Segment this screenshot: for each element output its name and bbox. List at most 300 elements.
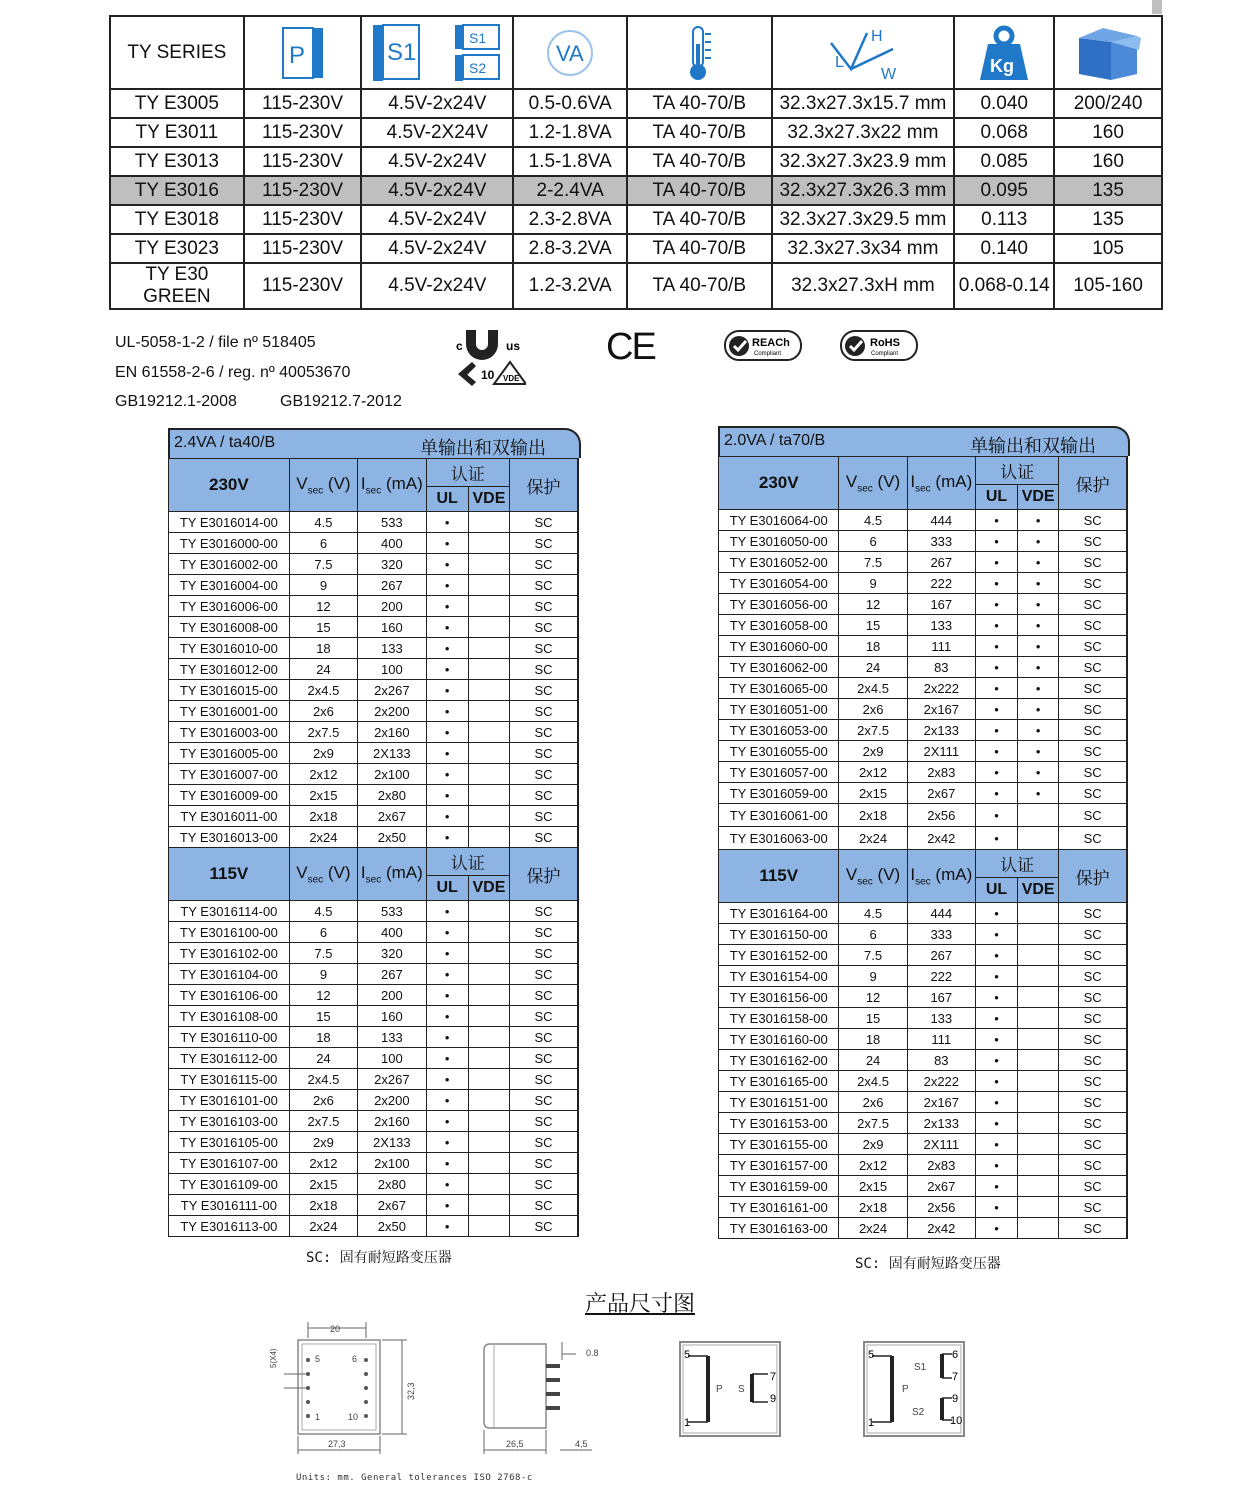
table-cell: 2x67	[907, 1176, 975, 1197]
table-row	[719, 945, 1128, 966]
table-cell: 320	[358, 943, 426, 964]
table-cell: •	[975, 720, 1017, 741]
table-cell: 2x7.5	[289, 722, 357, 743]
table-cell: •	[426, 638, 468, 659]
ul-header: UL	[975, 485, 1017, 510]
series-cell: 115-230V	[244, 147, 362, 176]
series-cell: 0.085	[954, 147, 1054, 176]
table-row	[169, 596, 579, 617]
table-cell	[468, 701, 509, 722]
table-cell	[468, 1027, 509, 1048]
table-cell: •	[975, 804, 1017, 827]
series-cell: 135	[1054, 176, 1162, 205]
table-row	[169, 1195, 579, 1216]
table-cell: TY E3016001-00	[169, 701, 290, 722]
table-cell: TY E3016000-00	[169, 533, 290, 554]
table-cell: 18	[289, 638, 357, 659]
table-cell: 533	[358, 512, 426, 533]
table-cell: •	[426, 806, 468, 827]
table-cell: 2x42	[907, 827, 975, 850]
table-cell: TY E3016159-00	[719, 1176, 839, 1197]
table-cell: TY E3016156-00	[719, 987, 839, 1008]
table-cell: TY E3016115-00	[169, 1069, 290, 1090]
table-row	[719, 1092, 1128, 1113]
sch2-pin6: 6	[952, 1349, 959, 1361]
table-cell	[1018, 1134, 1059, 1155]
table-cell: SC	[1059, 678, 1127, 699]
table-row	[719, 615, 1128, 636]
table-cell	[468, 1216, 509, 1237]
table-cell: SC	[1059, 573, 1127, 594]
table-cell: TY E3016165-00	[719, 1071, 839, 1092]
series-cell: 4.5V-2X24V	[361, 118, 513, 147]
series-cell: 160	[1054, 147, 1162, 176]
table-cell: •	[426, 1111, 468, 1132]
table-cell: 2x24	[289, 1216, 357, 1237]
table-cell: SC	[510, 512, 578, 533]
table-row	[169, 743, 579, 764]
table-cell: •	[975, 966, 1017, 987]
rohs-sub-text: Compliant	[871, 351, 899, 357]
rohs-text: RoHS	[870, 337, 900, 349]
series-cell: 0.040	[954, 89, 1054, 118]
table-cell: 9	[289, 575, 357, 596]
voltage-header: 230V	[719, 457, 839, 510]
table-cell: SC	[510, 554, 578, 575]
table-cell	[1018, 1176, 1059, 1197]
table-cell: TY E3016010-00	[169, 638, 290, 659]
table-cell: 12	[839, 594, 907, 615]
box-icon	[1054, 16, 1162, 89]
table-cell: •	[975, 1155, 1017, 1176]
table-cell: •	[426, 617, 468, 638]
table-cell: 2x9	[289, 1132, 357, 1153]
series-cell: TY E3011	[110, 118, 244, 147]
table-cell: 2X133	[358, 743, 426, 764]
table-cell: TY E3016155-00	[719, 1134, 839, 1155]
series-cell: 32.3x27.3xH mm	[772, 263, 955, 309]
table-cell: SC	[510, 985, 578, 1006]
vsec-header: $V_{sec}$ (V)	[839, 850, 907, 903]
table-cell: SC	[1059, 510, 1127, 531]
protection-header: 保护	[1059, 850, 1127, 903]
left-sc-note: SC: 固有耐短路变压器	[306, 1250, 452, 1266]
table-cell: 6	[289, 533, 357, 554]
table-cell	[1018, 1218, 1059, 1239]
table-cell: TY E3016105-00	[169, 1132, 290, 1153]
table-cell: 6	[839, 531, 907, 552]
table-cell	[468, 1069, 509, 1090]
dim-l-label: L	[834, 53, 844, 71]
table-cell: •	[1018, 678, 1059, 699]
table-cell	[468, 617, 509, 638]
table-cell: 2x7.5	[839, 1113, 907, 1134]
vde-header: VDE	[1018, 485, 1059, 510]
table-cell: 222	[907, 966, 975, 987]
table-row	[719, 678, 1128, 699]
table-row	[169, 617, 579, 638]
table-cell: 7.5	[289, 554, 357, 575]
ce-mark: CE	[606, 326, 655, 368]
table-cell: TY E3016151-00	[719, 1092, 839, 1113]
table-cell	[468, 1048, 509, 1069]
table-cell: TY E3016013-00	[169, 827, 290, 848]
table-cell: TY E3016056-00	[719, 594, 839, 615]
table-cell: •	[975, 1092, 1017, 1113]
table-cell: TY E3016161-00	[719, 1197, 839, 1218]
table-cell	[468, 638, 509, 659]
series-row	[110, 147, 1162, 176]
cert-header: 认证	[975, 850, 1058, 878]
table-cell: 267	[358, 575, 426, 596]
table-cell: TY E3016107-00	[169, 1153, 290, 1174]
sch1-pin1: 1	[684, 1417, 691, 1429]
table-cell: 2x167	[907, 1092, 975, 1113]
cert-header: 认证	[426, 848, 510, 876]
table-cell	[468, 596, 509, 617]
table-cell: TY E3016154-00	[719, 966, 839, 987]
table-cell: 15	[839, 1008, 907, 1029]
series-cell: TA 40-70/B	[627, 89, 772, 118]
table-row	[169, 1069, 579, 1090]
table-cell: 444	[907, 903, 975, 924]
table-cell: 160	[358, 617, 426, 638]
table-cell: •	[426, 1069, 468, 1090]
table-cell: 2x4.5	[289, 680, 357, 701]
table-cell: TY E3016012-00	[169, 659, 290, 680]
table-cell: TY E3016009-00	[169, 785, 290, 806]
table-cell	[1018, 1050, 1059, 1071]
table-cell: SC	[510, 743, 578, 764]
table-cell: 18	[839, 636, 907, 657]
table-row	[169, 1006, 579, 1027]
side-view-drawing	[480, 1330, 610, 1460]
table-cell: SC	[510, 1216, 578, 1237]
table-cell	[1018, 804, 1059, 827]
table-cell: SC	[1059, 699, 1127, 720]
series-cell: TA 40-70/B	[627, 118, 772, 147]
series-cell: 2.3-2.8VA	[513, 205, 627, 234]
sch1-S: S	[738, 1384, 745, 1395]
isec-header: $I_{sec}$ (mA)	[907, 457, 975, 510]
table-row	[169, 680, 579, 701]
table-cell: SC	[510, 827, 578, 848]
table-cell: •	[975, 510, 1017, 531]
table-cell	[468, 1195, 509, 1216]
series-cell: TY E3018	[110, 205, 244, 234]
table-cell: •	[975, 741, 1017, 762]
weight-kg-icon	[954, 16, 1054, 89]
table-cell: SC	[510, 638, 578, 659]
series-cell: 4.5V-2x24V	[361, 205, 513, 234]
series-row	[110, 176, 1162, 205]
table-cell: 12	[289, 596, 357, 617]
table-cell: 18	[289, 1027, 357, 1048]
va-icon	[513, 16, 627, 89]
table-cell: TY E3016007-00	[169, 764, 290, 785]
table-cell: •	[975, 699, 1017, 720]
table-row	[169, 659, 579, 680]
table-cell: 2x133	[907, 1113, 975, 1134]
table-cell: SC	[1059, 720, 1127, 741]
table-cell: •	[1018, 510, 1059, 531]
table-cell: SC	[1059, 1071, 1127, 1092]
table-cell: SC	[510, 1006, 578, 1027]
table-cell: 18	[839, 1029, 907, 1050]
table-row	[169, 638, 579, 659]
table-cell: 2x6	[289, 701, 357, 722]
table-cell: SC	[1059, 1134, 1127, 1155]
secondary-s2-small-label: S2	[469, 59, 487, 76]
table-row	[719, 924, 1128, 945]
series-cell: TA 40-70/B	[627, 147, 772, 176]
table-row	[169, 1048, 579, 1069]
table-cell: SC	[510, 1132, 578, 1153]
table-cell: 12	[839, 987, 907, 1008]
table-cell: 2x12	[839, 762, 907, 783]
series-row	[110, 205, 1162, 234]
table-cell: •	[426, 680, 468, 701]
table-cell: TY E3016059-00	[719, 783, 839, 804]
table-cell: 24	[289, 1048, 357, 1069]
series-cell: 1.2-1.8VA	[513, 118, 627, 147]
table-row	[169, 943, 579, 964]
table-cell: 400	[358, 922, 426, 943]
reach-sub-text: Compliant	[754, 351, 782, 357]
table-cell	[468, 964, 509, 985]
sch1-pin7: 7	[770, 1371, 777, 1383]
table-cell	[468, 1132, 509, 1153]
table-header-row	[719, 457, 1128, 485]
table-cell: SC	[510, 1195, 578, 1216]
table-cell: 2x267	[358, 680, 426, 701]
ul-header: UL	[975, 878, 1017, 903]
table-cell: •	[426, 785, 468, 806]
table-cell: 7.5	[289, 943, 357, 964]
table-cell: TY E3016051-00	[719, 699, 839, 720]
table-cell: TY E3016162-00	[719, 1050, 839, 1071]
table-cell: 2x83	[907, 762, 975, 783]
table-cell: TY E3016150-00	[719, 924, 839, 945]
table-cell: 111	[907, 1029, 975, 1050]
table-cell	[1018, 945, 1059, 966]
table-cell: TY E3016065-00	[719, 678, 839, 699]
table-cell: 133	[358, 1027, 426, 1048]
table-cell: •	[975, 678, 1017, 699]
table-cell: TY E3016110-00	[169, 1027, 290, 1048]
table-cell: 4.5	[839, 903, 907, 924]
dim-h-label: H	[870, 27, 883, 45]
right-table-title: 2.0VA / ta70/B	[724, 432, 826, 449]
table-cell: SC	[1059, 1050, 1127, 1071]
series-row	[110, 263, 1162, 309]
table-row	[719, 1134, 1128, 1155]
table-cell: 2x4.5	[289, 1069, 357, 1090]
table-cell: •	[975, 762, 1017, 783]
table-cell: 2x15	[289, 1174, 357, 1195]
table-row	[719, 762, 1128, 783]
table-cell	[468, 1111, 509, 1132]
table-cell	[1018, 1113, 1059, 1134]
table-cell	[468, 806, 509, 827]
table-cell: 2X111	[907, 1134, 975, 1155]
table-row	[169, 764, 579, 785]
cert-en-line: EN 61558-2-6 / reg. nº 40053670	[115, 364, 351, 381]
svg-text:VDE: VDE	[503, 374, 520, 383]
vsec-header: $V_{sec}$ (V)	[289, 459, 357, 512]
table-cell: 2x100	[358, 1153, 426, 1174]
table-cell: SC	[510, 1174, 578, 1195]
table-cell: TY E3016053-00	[719, 720, 839, 741]
table-row	[719, 1008, 1128, 1029]
left-table-title-bar	[168, 428, 581, 458]
dim-pin10: 10	[348, 1412, 359, 1422]
table-cell: •	[426, 1195, 468, 1216]
table-cell: 200	[358, 596, 426, 617]
series-cell: 1.2-3.2VA	[513, 263, 627, 309]
table-row	[169, 964, 579, 985]
table-cell: 133	[358, 638, 426, 659]
vsec-header: $V_{sec}$ (V)	[289, 848, 357, 901]
table-cell: 7.5	[839, 552, 907, 573]
table-cell: •	[426, 901, 468, 922]
table-cell: •	[1018, 762, 1059, 783]
table-cell: TY E3016114-00	[169, 901, 290, 922]
table-cell: SC	[1059, 1092, 1127, 1113]
dim-top-pitch: 5(X4)	[269, 1348, 278, 1368]
table-cell: •	[426, 1153, 468, 1174]
table-cell: 2x56	[907, 1197, 975, 1218]
units-note: Units: mm. General tolerances ISO 2768-c	[296, 1473, 533, 1483]
dim-pin6: 6	[352, 1354, 358, 1364]
table-row	[719, 594, 1128, 615]
series-cell: 32.3x27.3x22 mm	[772, 118, 955, 147]
table-cell: 2x9	[839, 1134, 907, 1155]
table-cell: SC	[510, 701, 578, 722]
table-cell: TY E3016003-00	[169, 722, 290, 743]
series-cell: 0.5-0.6VA	[513, 89, 627, 118]
table-cell: •	[426, 701, 468, 722]
table-cell: 2x7.5	[839, 720, 907, 741]
table-cell: TY E3016054-00	[719, 573, 839, 594]
table-cell: 2x50	[358, 1216, 426, 1237]
series-cell: 32.3x27.3x29.5 mm	[772, 205, 955, 234]
voltage-header: 115V	[719, 850, 839, 903]
table-header-row	[169, 459, 579, 487]
sch2-S2: S2	[912, 1407, 925, 1418]
ul-vde-logo	[454, 326, 526, 390]
table-cell: 2x9	[289, 743, 357, 764]
table-row	[169, 575, 579, 596]
table-cell	[468, 764, 509, 785]
table-cell: •	[426, 827, 468, 848]
series-cell: TY E3005	[110, 89, 244, 118]
table-cell	[468, 1174, 509, 1195]
table-cell	[468, 533, 509, 554]
series-cell: TA 40-70/B	[627, 176, 772, 205]
sch1-P: P	[716, 1384, 723, 1395]
table-cell: •	[1018, 594, 1059, 615]
table-row	[719, 966, 1128, 987]
table-cell: SC	[1059, 945, 1127, 966]
table-row	[719, 741, 1128, 762]
table-cell: SC	[510, 1090, 578, 1111]
table-cell: TY E3016100-00	[169, 922, 290, 943]
table-cell: 2x9	[839, 741, 907, 762]
series-cell: 115-230V	[244, 89, 362, 118]
table-row	[719, 1218, 1128, 1239]
table-cell: SC	[1059, 657, 1127, 678]
table-cell: •	[1018, 531, 1059, 552]
table-cell: 2X133	[358, 1132, 426, 1153]
table-cell: •	[426, 512, 468, 533]
table-cell: SC	[510, 617, 578, 638]
table-cell: TY E3016004-00	[169, 575, 290, 596]
table-row	[719, 1197, 1128, 1218]
series-cell: 0.068	[954, 118, 1054, 147]
series-table	[109, 15, 1163, 310]
table-cell: 333	[907, 924, 975, 945]
table-cell: 2x6	[839, 699, 907, 720]
series-row	[110, 118, 1162, 147]
table-row	[169, 827, 579, 848]
table-cell: TY E3016006-00	[169, 596, 290, 617]
scrollbar[interactable]	[1152, 0, 1162, 14]
series-cell: 4.5V-2x24V	[361, 263, 513, 309]
table-cell: 2x50	[358, 827, 426, 848]
series-cell: 4.5V-2x24V	[361, 176, 513, 205]
table-cell: 2x56	[907, 804, 975, 827]
table-cell: •	[1018, 657, 1059, 678]
series-cell: TY E3013	[110, 147, 244, 176]
table-cell	[1018, 924, 1059, 945]
series-header-row	[110, 16, 1162, 89]
table-cell: TY E3016112-00	[169, 1048, 290, 1069]
table-cell: •	[426, 554, 468, 575]
table-cell: 167	[907, 987, 975, 1008]
table-cell: TY E3016063-00	[719, 827, 839, 850]
table-cell: •	[426, 943, 468, 964]
table-cell: 533	[358, 901, 426, 922]
table-cell	[1018, 1155, 1059, 1176]
thermometer-icon	[627, 16, 772, 89]
series-cell: 4.5V-2x24V	[361, 234, 513, 263]
table-cell: TY E3016108-00	[169, 1006, 290, 1027]
series-cell: 200/240	[1054, 89, 1162, 118]
isec-header: $I_{sec}$ (mA)	[358, 848, 426, 901]
table-cell: •	[975, 924, 1017, 945]
table-row	[719, 903, 1128, 924]
series-cell: 32.3x27.3x23.9 mm	[772, 147, 955, 176]
table-cell	[1018, 1071, 1059, 1092]
series-row	[110, 89, 1162, 118]
table-cell: 2x80	[358, 785, 426, 806]
table-cell: 267	[358, 964, 426, 985]
series-cell: TA 40-70/B	[627, 234, 772, 263]
table-cell: TY E3016062-00	[719, 657, 839, 678]
cert-gb2: GB19212.7-2012	[280, 393, 402, 410]
table-cell: 2x6	[289, 1090, 357, 1111]
table-cell: SC	[1059, 1113, 1127, 1134]
table-cell: TY E3016008-00	[169, 617, 290, 638]
dim-h32: 32,3	[406, 1382, 416, 1400]
table-row	[169, 1027, 579, 1048]
table-cell: •	[1018, 699, 1059, 720]
table-row	[169, 1153, 579, 1174]
table-cell: 6	[839, 924, 907, 945]
series-cell: 105	[1054, 234, 1162, 263]
series-cell: TA 40-70/B	[627, 205, 772, 234]
